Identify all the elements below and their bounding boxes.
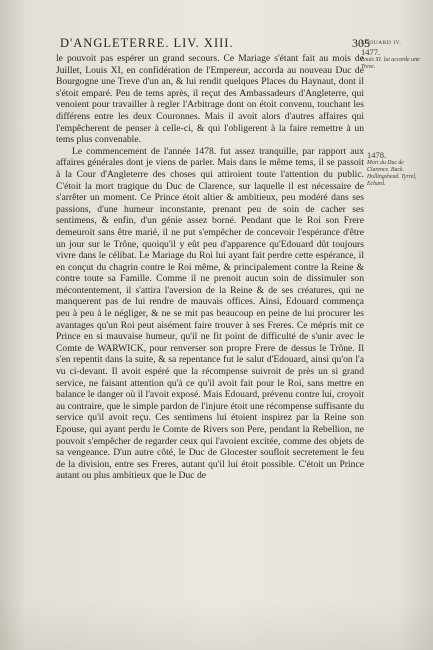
paragraph: le pouvoit pas espérer un grand secours. Ce Mariage s'étant fait au mois de Juillet, Louis XI, en confidération de l'Empereur, accorda au nouveau Duc de Bourgogne une Treve d'un an, & lui rendit quelques Places du Haynaut, dont il s'étoit emparé. Peu de tems après, il reçut des Ambassadeurs d'Angleterre, qui venoient pour travailler à regler l'Arbitrage dont on étoit convenu, touchant les différens entre les deux Couronnes. Mais il avoit alors d'autres affaires qui l'empêcherent de penser à celle-ci, & qui l'obligerent à la faire remettre à un tems plus convenable. [56, 53, 364, 146]
margin-note-year: 1477. [361, 47, 381, 57]
margin-note-text: Mort du Duc de Clarence. Buck. Hollingshead. Tyrrel, Echard. [367, 160, 417, 187]
paragraph: Le commencement de l'année 1478. fut assez tranquille, par rapport aux affaires générales dont je viens de parler. Mais dans le même tems, il se passoit à la Cour d'Angleterre des choses qui attiroient toute l'attention du public. C'étoit la mort tragique du Duc de Clarence, sur laquelle il est nécessaire de s'arrêter un moment. Ce Prince étoit altier & ambitieux, peu modéré dans ses passions, d'une humeur inconstante, prenant peu de soin de cacher ses sentimens, & enfin, d'un génie assez borné. Pendant que le Roi son Frere demeuroit sans être marié, il ne put s'empêcher de concevoir l'espérance d'être un jour sur le Trône, quoiqu'il y eût peu d'apparence qu'Edouard dût toujours vivre dans le célibat. Le Mariage du Roi lui ayant fait perdre cette espérance, il en conçut du chagrin contre le Roi même, & principalement contre la Reine & contre toute sa Famille. Comme il ne prenoit aucun soin de dissimuler son mécontentement, il s'attira l'aversion de la Reine & de ses créatures, qui ne manquerent pas de lui rendre de mauvais offices. Ainsi, Edouard commença peu à peu à le négliger, & ne se mit pas beaucoup en peine de lui procurer les avantages qu'un Roi peut aisément faire trouver à ses Freres. Ce mépris mit ce Prince en si mauvaise humeur, qu'il ne fit point de difficulté de s'unir avec le Comte de WARWICK, pour renverser son propre Frere de dessus le Trône. Il s'en repentit dans la suite, & sa repentance fut le salut d'Edouard, ainsi qu'on l'a vu ci-devant. Il avoit espéré que la récompense suivroit de près un si grand service, ne faisant attention qu'à ce qu'il avoit fait pour le Roi, sans mettre en balance le danger où il l'avoit exposé. Mais Edouard, prévenu contre lui, croyoit au contraire, que le simple pardon de l'injure étoit une récompense suffisante du service qu'il avoit reçu. Ces sentimens lui étoient inspirez par la Reine son Epouse, qui ayant perdu le Comte de Rivers son Pere, pendant la Rebellion, ne pouvoit s'empêcher de regarder ceux qui l'avoient excitée, comme des objets de sa vengeance. D'un autre côté, le Duc de Glocester soufloit secretement le feu de la division, entre ses Freres, autant qu'il lui étoit possible. C'étoit un Prince autant ou plus ambitieux que le Duc de [56, 145, 364, 482]
page-bottom-shading [0, 600, 433, 650]
margin-note-top [361, 40, 423, 71]
margin-note-year: 1478. [367, 150, 387, 160]
margin-note-text: Louis XI. lui accorde une Treve. [361, 57, 420, 70]
page-number: 305 [352, 36, 370, 50]
running-head: D'ANGLETERRE. LIV. XIII. [60, 36, 234, 50]
margin-note-label: EDOUARD IV. [361, 40, 402, 46]
body-text [56, 53, 364, 482]
margin-note-middle [367, 150, 425, 188]
